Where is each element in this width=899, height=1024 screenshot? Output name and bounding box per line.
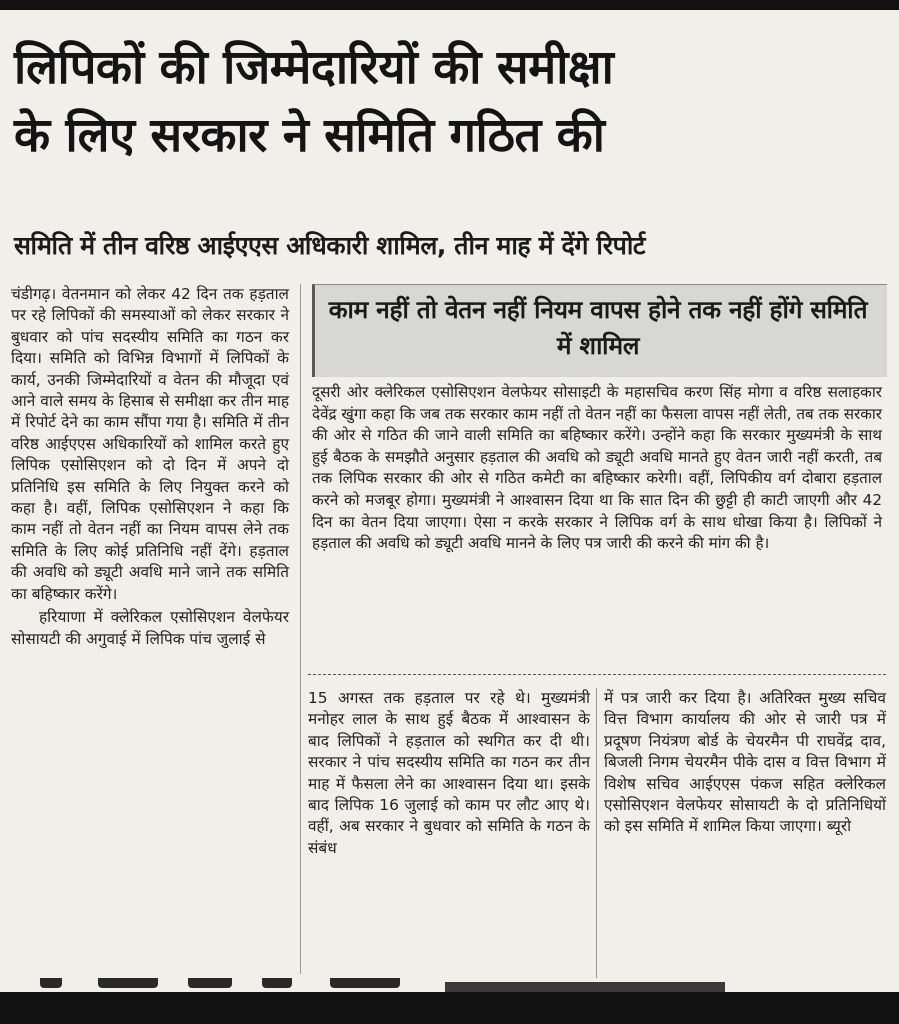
newspaper-clipping: [0, 10, 899, 992]
headline-line-2: के लिए सरकार ने समिति गठित की: [14, 108, 605, 163]
cropped-caption-bar: [445, 982, 725, 992]
subheadline: समिति में तीन वरिष्ठ आईएएस अधिकारी शामिल, तीन माह में देंगे रिपोर्ट: [14, 231, 646, 260]
sidebar-dashed-divider: [308, 674, 886, 675]
article-column-1: [11, 284, 289, 650]
column-divider: [300, 284, 301, 974]
headline-line-1: लिपिकों की जिम्मेदारियों की समीक्षा: [14, 40, 614, 95]
column-divider: [596, 688, 597, 978]
headline: [14, 38, 884, 166]
sidebar-body: दूसरी ओर क्लेरिकल एसोसिएशन वेलफेयर सोसाइटी के महासचिव करण सिंह मोगा व वरिष्ठ सलाहकार देवेंद्र खुंगा कहा कि जब तक सरकार काम नहीं तो वेतन नहीं का फैसला वापस नहीं लेती, तब तक सरकार की ओर से गठित की जाने वाली समिति का बहिष्कार करेंगे। उन्होंने कहा कि सरकार मुख्यमंत्री के साथ हुई बैठक के समझौते अनुसार हड़ताल की अवधि को ड्यूटी अवधि मानते हुए वेतन जारी नहीं करती, तब तक लिपिक सरकार की ओर से गठित कमेटी का बहिष्कार करेगी। वहीं, लिपिकीय वर्ग दोबारा हड़ताल करने को मजबूर होगा। मुख्यमंत्री ने आश्वासन दिया था कि सात दिन की छुट्टी ही काटी जाएगी और 42 दिन का वेतन दिया जाएगा। ऐसा न करके सरकार ने लिपिक वर्ग के साथ धोखा किया है। लिपिकों ने हड़ताल की अवधि को ड्यूटी अवधि मानने के लिए पत्र जारी की करने की मांग की है।: [312, 383, 882, 553]
article-column-3: में पत्र जारी कर दिया है। अतिरिक्त मुख्य सचिव वित्त विभाग कार्यालय की ओर से जारी पत्र में प्रदूषण नियंत्रण बोर्ड के चेयरमैन पी राघवेंद्र दाव, बिजली निगम चेयरमैन पीके दास व वित्त विभाग में विशेष सचिव आईएएस पंकज सहित क्लेरिकल एसोसिएशन वेलफेयर सोसायटी के दो प्रतिनिधियों को इस समिति में शामिल किया जाएगा। ब्यूरो: [604, 689, 886, 836]
column-1-paragraph-1: चंडीगढ़। वेतनमान को लेकर 42 दिन तक हड़ताल पर रहे लिपिकों की समस्याओं को लेकर सरकार ने बुधवार को पांच सदस्यीय समिति का गठन कर दिया। समिति को विभिन्न विभागों में लिपिकों के कार्य, उनकी जिम्मेदारियों व वेतन की मौजूदा एवं आने वाले समय के हिसाब से समीक्षा कर तीन माह में रिपोर्ट देने का काम सौंपा गया है। समिति में तीन वरिष्ठ आईएएस अधिकारियों को शामिल करते हुए लिपिक एसोसिएशन को दो दिन में अपने दो प्रतिनिधि इस समिति के लिए नियुक्त करने को कहा है। वहीं, लिपिक एसोसिएशन ने कहा कि काम नहीं तो वेतन नहीं का नियम वापस लेने तक समिति के लिए कोई प्रतिनिधि नहीं देंगे। हड़ताल की अवधि को ड्यूटी अवधि माने जाने तक समिति का बहिष्कार करेंगे।: [11, 285, 289, 603]
sidebar-title: काम नहीं तो वेतन नहीं नियम वापस होने तक नहीं होंगे समिति में शामिल: [328, 295, 868, 360]
column-1-paragraph-2: हरियाणा में क्लेरिकल एसोसिएशन वेलफेयर सोसायटी की अगुवाई में लिपिक पांच जुलाई से: [11, 608, 289, 648]
article-column-2: 15 अगस्त तक हड़ताल पर रहे थे। मुख्यमंत्री मनोहर लाल के साथ हुई बैठक में आश्वासन के बाद लिपिकों ने हड़ताल को स्थगित कर दी थी। सरकार ने पांच सदस्यीय समिति का गठन कर तीन माह में फैसला लेने का आश्वासन दिया था। इसके बाद लिपिक 16 जुलाई को काम पर लौट आए थे। वहीं, अब सरकार ने बुधवार को समिति के गठन के संबंध: [308, 689, 590, 857]
